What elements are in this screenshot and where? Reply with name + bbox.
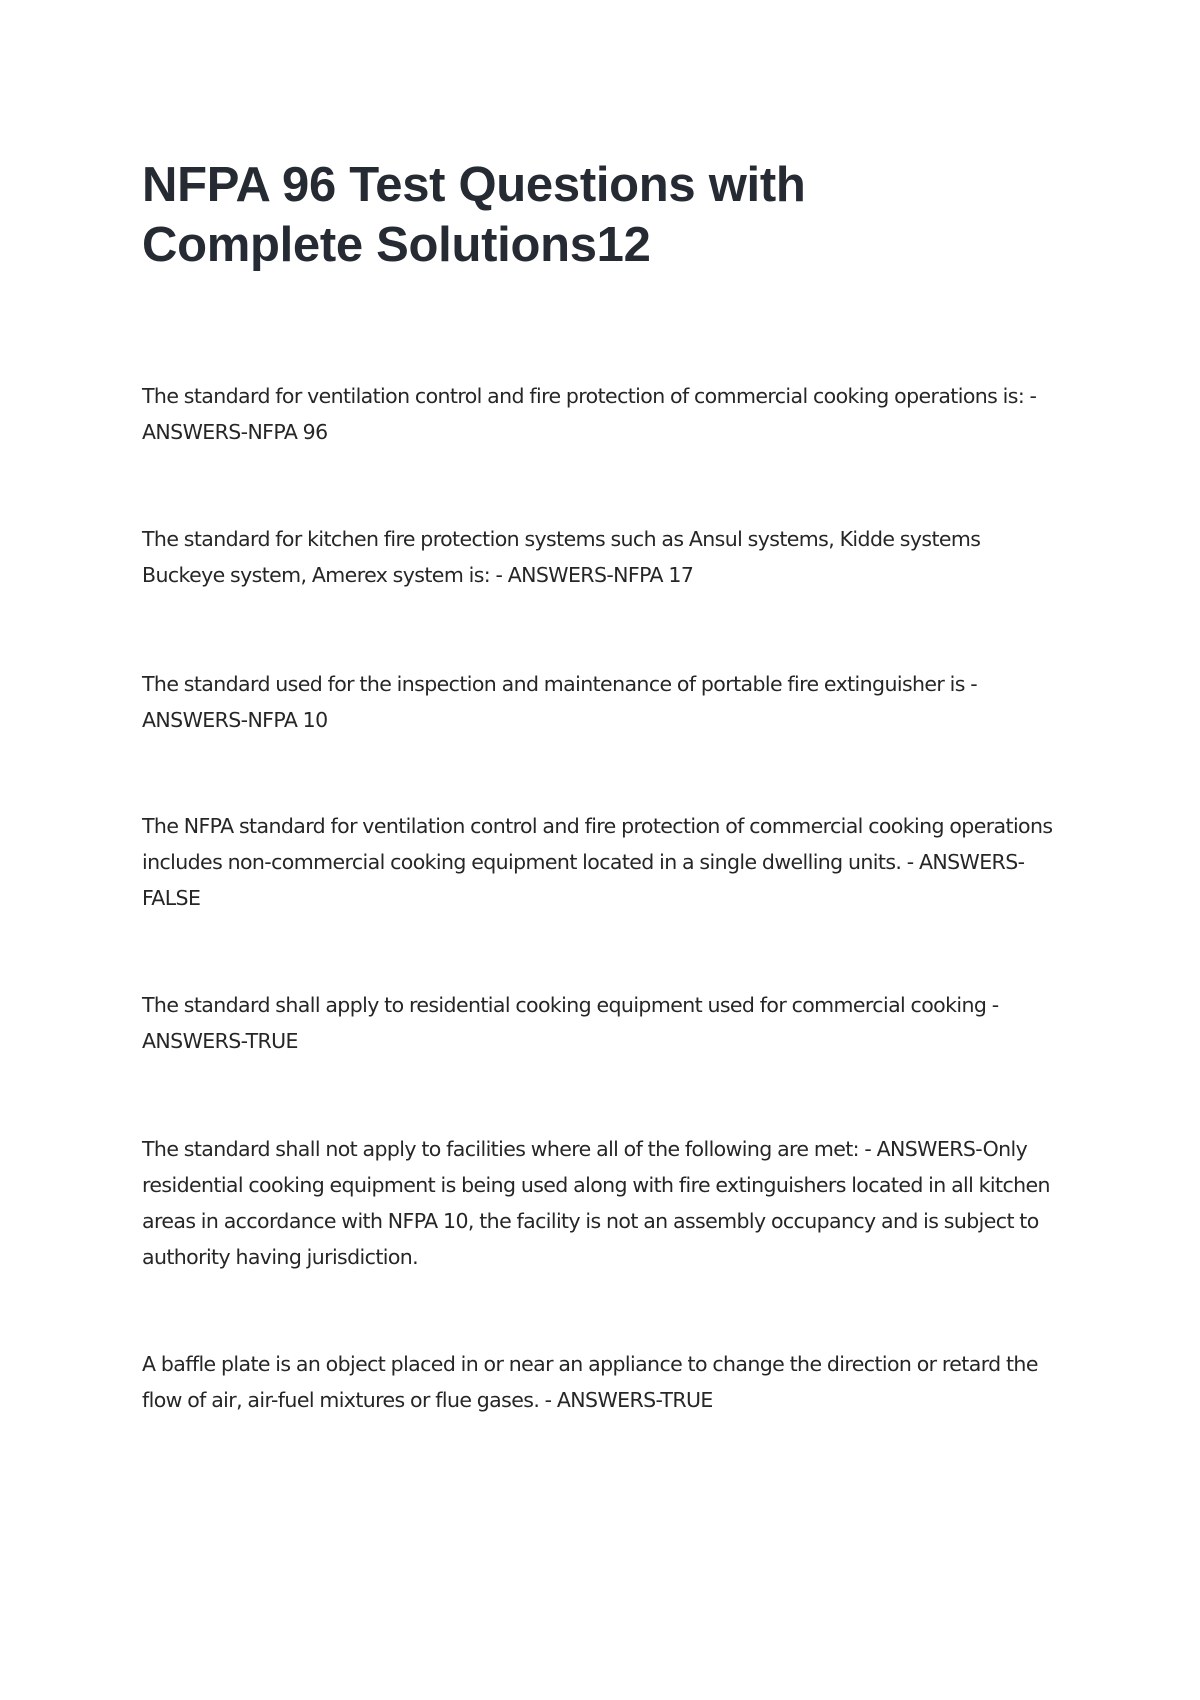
qa-item: The standard for ventilation control and fire protection of commercial cooking operations is: - ANSWERS-NFPA 96	[142, 384, 1037, 444]
title-line-2: Complete Solutions12	[142, 218, 651, 272]
qa-item: The standard shall not apply to facilities where all of the following are met: - ANSWERS-Only residential cooking equipment is being used along with fire extinguishers located in all kitchen areas in accordance with NFPA 10, the facility is not an assembly occupancy and is subject to authority having jurisdiction.	[142, 1137, 1050, 1269]
qa-item: The standard used for the inspection and maintenance of portable fire extinguisher is - ANSWERS-NFPA 10	[142, 672, 978, 732]
qa-item: The NFPA standard for ventilation control and fire protection of commercial cooking operations includes non-commercial cooking equipment located in a single dwelling units. - ANSWERS-FALSE	[142, 814, 1053, 910]
qa-item: A baffle plate is an object placed in or near an appliance to change the direction or retard the flow of air, air-fuel mixtures or flue gases. - ANSWERS-TRUE	[142, 1352, 1038, 1412]
qa-item: The standard for kitchen fire protection systems such as Ansul systems, Kidde systems Buckeye system, Amerex system is: - ANSWERS-NFPA 17	[142, 527, 981, 587]
document-title	[142, 155, 902, 275]
title-line-1: NFPA 96 Test Questions with	[142, 158, 806, 212]
qa-item: The standard shall apply to residential cooking equipment used for commercial cooking - ANSWERS-TRUE	[142, 993, 999, 1053]
